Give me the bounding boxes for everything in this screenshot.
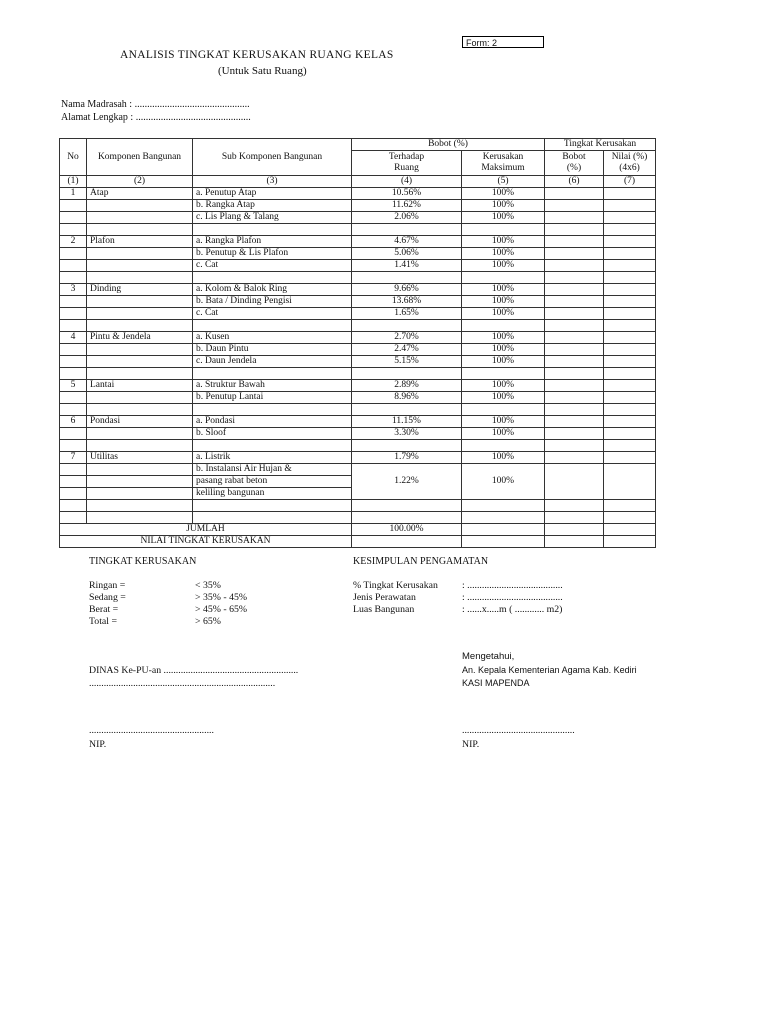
jumlah-nilai xyxy=(604,524,656,536)
kesimpulan-label: Luas Bangunan xyxy=(353,604,415,615)
row-komponen xyxy=(87,500,193,512)
row-sub-komponen: pasang rabat beton xyxy=(193,476,352,488)
col-kerusakan-header: Kerusakan Maksimum xyxy=(462,151,545,176)
row-nilai xyxy=(604,236,656,248)
row-bobot-ruang: 1.65% xyxy=(352,308,462,320)
jumlah-tk-bobot xyxy=(545,524,604,536)
row-komponen: Utilitas xyxy=(87,452,193,464)
row-no: 5 xyxy=(60,380,87,392)
col-tingkat-header: Tingkat Kerusakan xyxy=(545,139,656,151)
nilai-label: NILAI TINGKAT KERUSAKAN xyxy=(60,536,352,548)
row-no xyxy=(60,260,87,272)
dinas-dotted-line: ............................................................................ xyxy=(89,678,276,689)
index-cell: (7) xyxy=(604,176,656,188)
row-bobot-ruang: 2.06% xyxy=(352,212,462,224)
row-sub-komponen: b. Daun Pintu xyxy=(193,344,352,356)
row-no xyxy=(60,500,87,512)
row-nilai xyxy=(604,416,656,428)
tingkat-label: Ringan = xyxy=(89,580,126,591)
tingkat-label: Sedang = xyxy=(89,592,126,603)
row-nilai xyxy=(604,380,656,392)
row-nilai xyxy=(604,224,656,236)
right-nip: NIP. xyxy=(462,739,480,750)
row-no: 4 xyxy=(60,332,87,344)
row-komponen xyxy=(87,200,193,212)
row-nilai xyxy=(604,260,656,272)
row-kerusakan-maks: 100% xyxy=(462,428,545,440)
row-komponen xyxy=(87,308,193,320)
row-komponen xyxy=(87,212,193,224)
table-row xyxy=(60,236,656,248)
nilai-row xyxy=(60,536,656,548)
nilai-value xyxy=(604,536,656,548)
row-tk-bobot xyxy=(545,440,604,452)
row-komponen xyxy=(87,404,193,416)
tingkat-value: > 65% xyxy=(195,616,221,627)
table-row xyxy=(60,404,656,416)
row-tk-bobot xyxy=(545,284,604,296)
row-kerusakan-maks xyxy=(462,224,545,236)
row-sub-komponen: a. Penutup Atap xyxy=(193,188,352,200)
nama-madrasah-field: Nama Madrasah : .............................................. xyxy=(61,99,250,110)
row-sub-komponen: b. Bata / Dinding Pengisi xyxy=(193,296,352,308)
tingkat-label: Total = xyxy=(89,616,117,627)
row-sub-komponen: b. Instalansi Air Hujan & xyxy=(193,464,352,476)
row-nilai xyxy=(604,200,656,212)
row-sub-komponen: a. Kusen xyxy=(193,332,352,344)
row-sub-komponen xyxy=(193,320,352,332)
row-nilai xyxy=(604,428,656,440)
row-bobot-ruang: 13.68% xyxy=(352,296,462,308)
dinas-line: DINAS Ke-PU-an ....................................................... xyxy=(89,665,299,676)
row-nilai xyxy=(604,308,656,320)
row-nilai xyxy=(604,332,656,344)
row-no xyxy=(60,308,87,320)
row-bobot-ruang xyxy=(352,404,462,416)
row-nilai xyxy=(604,452,656,464)
row-tk-bobot xyxy=(545,356,604,368)
row-bobot-ruang: 11.15% xyxy=(352,416,462,428)
row-kerusakan-maks: 100% xyxy=(462,212,545,224)
col-sub-header: Sub Komponen Bangunan xyxy=(193,139,352,176)
row-bobot-ruang xyxy=(352,500,462,512)
row-sub-komponen xyxy=(193,404,352,416)
row-bobot-ruang: 8.96% xyxy=(352,392,462,404)
row-tk-bobot xyxy=(545,512,604,524)
row-sub-komponen: b. Rangka Atap xyxy=(193,200,352,212)
row-nilai xyxy=(604,296,656,308)
nilai-maks xyxy=(462,536,545,548)
index-row xyxy=(60,176,656,188)
row-kerusakan-maks: 100% xyxy=(462,452,545,464)
row-bobot-ruang: 9.66% xyxy=(352,284,462,296)
row-kerusakan-maks xyxy=(462,320,545,332)
nilai-tk-bobot xyxy=(545,536,604,548)
row-no: 7 xyxy=(60,452,87,464)
table-row xyxy=(60,248,656,260)
row-nilai xyxy=(604,344,656,356)
row-kerusakan-maks: 100% xyxy=(462,236,545,248)
row-kerusakan-maks xyxy=(462,272,545,284)
row-komponen xyxy=(87,260,193,272)
col-no-header: No xyxy=(60,139,87,176)
row-sub-komponen: b. Penutup & Lis Plafon xyxy=(193,248,352,260)
left-nip: NIP. xyxy=(89,739,107,750)
row-sub-komponen xyxy=(193,368,352,380)
row-nilai xyxy=(604,512,656,524)
row-no: 3 xyxy=(60,284,87,296)
row-tk-bobot xyxy=(545,224,604,236)
jumlah-maks xyxy=(462,524,545,536)
row-komponen xyxy=(87,356,193,368)
kesimpulan-label: % Tingkat Kerusakan xyxy=(353,580,438,591)
nilai-ruang xyxy=(352,536,462,548)
alamat-field: Alamat Lengkap : .............................................. xyxy=(61,112,251,123)
jumlah-label: JUMLAH xyxy=(60,524,352,536)
kesimpulan-title: KESIMPULAN PENGAMATAN xyxy=(353,556,489,567)
row-bobot-ruang: 10.56% xyxy=(352,188,462,200)
row-sub-komponen: a. Listrik xyxy=(193,452,352,464)
row-kerusakan-maks: 100% xyxy=(462,344,545,356)
row-no xyxy=(60,212,87,224)
table-row xyxy=(60,344,656,356)
row-tk-bobot xyxy=(545,404,604,416)
row-no xyxy=(60,428,87,440)
row-komponen xyxy=(87,344,193,356)
table-row xyxy=(60,428,656,440)
kesimpulan-value: : ......x.....m ( ............ m2) xyxy=(462,604,563,615)
table-row xyxy=(60,380,656,392)
row-sub-komponen: a. Rangka Plafon xyxy=(193,236,352,248)
table-row xyxy=(60,416,656,428)
row-tk-bobot xyxy=(545,260,604,272)
row-no: 2 xyxy=(60,236,87,248)
row-no xyxy=(60,404,87,416)
row-sub-komponen: a. Kolom & Balok Ring xyxy=(193,284,352,296)
row-nilai xyxy=(604,248,656,260)
table-row xyxy=(60,308,656,320)
row-bobot-ruang xyxy=(352,512,462,524)
jumlah-value: 100.00% xyxy=(352,524,462,536)
row-tk-bobot xyxy=(545,428,604,440)
row-kerusakan-maks: 100% xyxy=(462,380,545,392)
row-tk-bobot xyxy=(545,368,604,380)
row-komponen xyxy=(87,248,193,260)
row-nilai xyxy=(604,284,656,296)
row-no xyxy=(60,488,87,500)
row-bobot-ruang: 3.30% xyxy=(352,428,462,440)
row-tk-bobot xyxy=(545,272,604,284)
row-nilai xyxy=(604,404,656,416)
row-komponen xyxy=(87,392,193,404)
table-row xyxy=(60,512,656,524)
row-kerusakan-maks xyxy=(462,404,545,416)
row-komponen xyxy=(87,320,193,332)
row-tk-bobot xyxy=(545,500,604,512)
row-sub-komponen: c. Daun Jendela xyxy=(193,356,352,368)
row-kerusakan-maks: 100% xyxy=(462,332,545,344)
row-nilai xyxy=(604,368,656,380)
row-tk-bobot xyxy=(545,236,604,248)
row-tk-bobot xyxy=(545,452,604,464)
table-row xyxy=(60,188,656,200)
table-row xyxy=(60,452,656,464)
kasi-text: KASI MAPENDA xyxy=(462,678,530,688)
table-row xyxy=(60,356,656,368)
row-bobot-ruang xyxy=(352,224,462,236)
row-bobot-ruang: 1.41% xyxy=(352,260,462,272)
row-bobot-ruang: 11.62% xyxy=(352,200,462,212)
row-bobot-ruang: 4.67% xyxy=(352,236,462,248)
row-tk-bobot xyxy=(545,380,604,392)
row-komponen xyxy=(87,428,193,440)
index-cell: (3) xyxy=(193,176,352,188)
row-komponen xyxy=(87,512,193,524)
tingkat-value: > 45% - 65% xyxy=(195,604,248,615)
kesimpulan-label: Jenis Perawatan xyxy=(353,592,416,603)
tingkat-label: Berat = xyxy=(89,604,119,615)
jumlah-row xyxy=(60,524,656,536)
row-komponen xyxy=(87,440,193,452)
row-kerusakan-maks: 100% xyxy=(462,416,545,428)
row-sub-komponen: keliling bangunan xyxy=(193,488,352,500)
row-nilai xyxy=(604,440,656,452)
row-no xyxy=(60,200,87,212)
col-terhadap-header: Terhadap Ruang xyxy=(352,151,462,176)
row-komponen: Dinding xyxy=(87,284,193,296)
index-cell: (6) xyxy=(545,176,604,188)
table-row xyxy=(60,296,656,308)
row-sub-komponen xyxy=(193,272,352,284)
row-no xyxy=(60,248,87,260)
col-bobot-header: Bobot (%) xyxy=(352,139,545,151)
row-sub-komponen: c. Cat xyxy=(193,308,352,320)
row-bobot-ruang: 2.47% xyxy=(352,344,462,356)
row-sub-komponen xyxy=(193,224,352,236)
row-no: 1 xyxy=(60,188,87,200)
tingkat-value: > 35% - 45% xyxy=(195,592,248,603)
col-nilai-header: Nilai (%) (4x6) xyxy=(604,151,656,176)
row-bobot-ruang: 1.79% xyxy=(352,452,462,464)
page-subtitle: (Untuk Satu Ruang) xyxy=(218,65,307,77)
row-nilai xyxy=(604,464,656,500)
row-kerusakan-maks: 100% xyxy=(462,296,545,308)
kemenag-text: An. Kepala Kementerian Agama Kab. Kediri xyxy=(462,665,637,675)
index-cell: (1) xyxy=(60,176,87,188)
row-komponen: Plafon xyxy=(87,236,193,248)
row-tk-bobot xyxy=(545,320,604,332)
row-tk-bobot xyxy=(545,332,604,344)
row-no xyxy=(60,356,87,368)
row-no xyxy=(60,320,87,332)
row-kerusakan-maks: 100% xyxy=(462,284,545,296)
table-row xyxy=(60,200,656,212)
row-komponen: Pintu & Jendela xyxy=(87,332,193,344)
row-kerusakan-maks xyxy=(462,512,545,524)
row-tk-bobot xyxy=(545,416,604,428)
row-nilai xyxy=(604,212,656,224)
row-no xyxy=(60,464,87,476)
row-tk-bobot xyxy=(545,200,604,212)
index-cell: (5) xyxy=(462,176,545,188)
page-title: ANALISIS TINGKAT KERUSAKAN RUANG KELAS xyxy=(120,49,394,61)
row-kerusakan-maks: 100% xyxy=(462,200,545,212)
row-komponen: Atap xyxy=(87,188,193,200)
tingkat-title: TINGKAT KERUSAKAN xyxy=(89,556,197,567)
row-tk-bobot xyxy=(545,464,604,500)
row-sub-komponen: b. Penutup Lantai xyxy=(193,392,352,404)
row-bobot-ruang xyxy=(352,272,462,284)
row-tk-bobot xyxy=(545,308,604,320)
col-tk-bobot-header: Bobot (%) xyxy=(545,151,604,176)
row-komponen xyxy=(87,464,193,476)
row-nilai xyxy=(604,320,656,332)
row-kerusakan-maks: 100% xyxy=(462,248,545,260)
table-row xyxy=(60,440,656,452)
row-bobot-ruang: 5.06% xyxy=(352,248,462,260)
row-kerusakan-maks: 100% xyxy=(462,356,545,368)
table-row xyxy=(60,500,656,512)
table-row xyxy=(60,368,656,380)
row-komponen xyxy=(87,224,193,236)
table-row xyxy=(60,392,656,404)
left-signature-line: ................................................... xyxy=(89,725,214,736)
row-nilai xyxy=(604,188,656,200)
kesimpulan-value: : ....................................... xyxy=(462,592,563,603)
row-bobot-ruang xyxy=(352,440,462,452)
table-row xyxy=(60,332,656,344)
row-komponen: Pondasi xyxy=(87,416,193,428)
row-no xyxy=(60,476,87,488)
row-bobot-ruang: 2.70% xyxy=(352,332,462,344)
row-no xyxy=(60,296,87,308)
row-sub-komponen: c. Lis Plang & Talang xyxy=(193,212,352,224)
index-cell: (2) xyxy=(87,176,193,188)
row-bobot-ruang: 5.15% xyxy=(352,356,462,368)
row-kerusakan-maks xyxy=(462,440,545,452)
row-sub-komponen xyxy=(193,440,352,452)
row-no xyxy=(60,272,87,284)
damage-table xyxy=(59,138,656,548)
table-row xyxy=(60,464,656,476)
row-no: 6 xyxy=(60,416,87,428)
table-row xyxy=(60,320,656,332)
row-nilai xyxy=(604,500,656,512)
tingkat-value: < 35% xyxy=(195,580,221,591)
row-sub-komponen: b. Sloof xyxy=(193,428,352,440)
row-nilai xyxy=(604,356,656,368)
row-tk-bobot xyxy=(545,296,604,308)
index-cell: (4) xyxy=(352,176,462,188)
row-no xyxy=(60,224,87,236)
table-row xyxy=(60,224,656,236)
row-no xyxy=(60,344,87,356)
row-komponen: Lantai xyxy=(87,380,193,392)
row-kerusakan-maks: 100% xyxy=(462,464,545,500)
row-bobot-ruang xyxy=(352,320,462,332)
row-sub-komponen: a. Pondasi xyxy=(193,416,352,428)
row-no xyxy=(60,392,87,404)
row-kerusakan-maks: 100% xyxy=(462,308,545,320)
row-kerusakan-maks: 100% xyxy=(462,260,545,272)
form-number-box: Form: 2 xyxy=(462,36,544,48)
mengetahui-text: Mengetahui, xyxy=(462,651,515,662)
row-sub-komponen xyxy=(193,512,352,524)
col-komponen-header: Komponen Bangunan xyxy=(87,139,193,176)
table-row xyxy=(60,212,656,224)
row-sub-komponen: a. Struktur Bawah xyxy=(193,380,352,392)
table-row xyxy=(60,272,656,284)
row-komponen xyxy=(87,368,193,380)
row-nilai xyxy=(604,392,656,404)
row-komponen xyxy=(87,272,193,284)
row-tk-bobot xyxy=(545,212,604,224)
row-komponen xyxy=(87,296,193,308)
row-kerusakan-maks xyxy=(462,500,545,512)
row-tk-bobot xyxy=(545,344,604,356)
row-sub-komponen xyxy=(193,500,352,512)
table-row xyxy=(60,284,656,296)
row-no xyxy=(60,512,87,524)
row-tk-bobot xyxy=(545,248,604,260)
row-sub-komponen: c. Cat xyxy=(193,260,352,272)
row-bobot-ruang: 1.22% xyxy=(352,464,462,500)
row-komponen xyxy=(87,488,193,500)
row-no xyxy=(60,440,87,452)
row-bobot-ruang xyxy=(352,368,462,380)
row-nilai xyxy=(604,272,656,284)
table-row xyxy=(60,260,656,272)
row-kerusakan-maks: 100% xyxy=(462,392,545,404)
row-no xyxy=(60,368,87,380)
row-kerusakan-maks: 100% xyxy=(462,188,545,200)
row-komponen xyxy=(87,476,193,488)
row-kerusakan-maks xyxy=(462,368,545,380)
kesimpulan-value: : ....................................... xyxy=(462,580,563,591)
right-signature-line: .............................................. xyxy=(462,725,575,736)
row-tk-bobot xyxy=(545,188,604,200)
row-bobot-ruang: 2.89% xyxy=(352,380,462,392)
row-tk-bobot xyxy=(545,392,604,404)
